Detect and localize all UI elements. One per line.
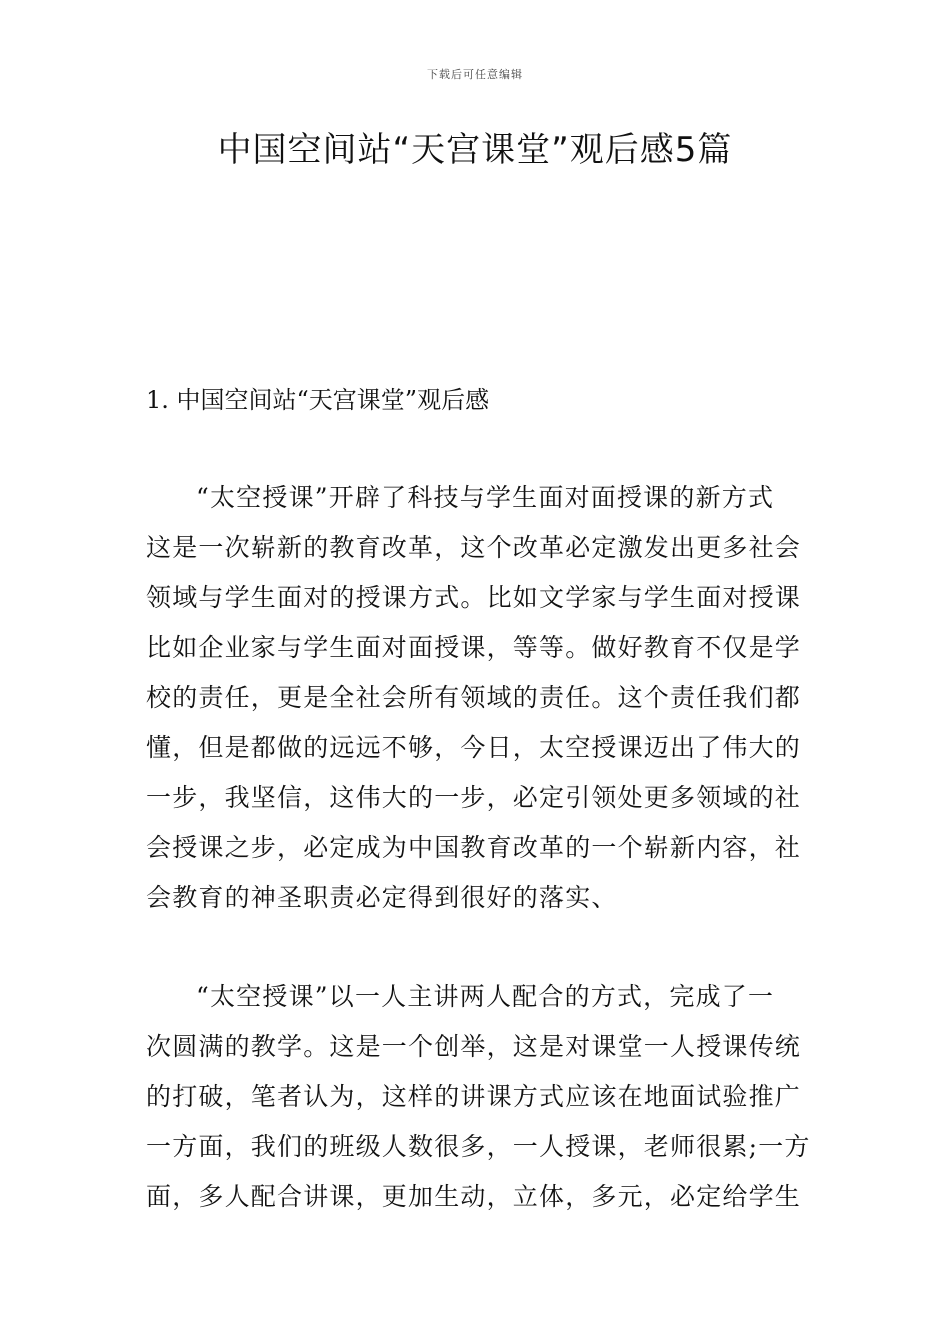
paragraph-line: 的打破，笔者认为，这样的讲课方式应该在地面试验推广 xyxy=(146,1082,802,1111)
paragraph-line: 一方面，我们的班级人数很多，一人授课，老师很累;一方 xyxy=(146,1132,811,1161)
paragraph-line: 次圆满的教学。这是一个创举，这是对课堂一人授课传统 xyxy=(146,1032,802,1061)
paragraph-line: 面，多人配合讲课，更加生动，立体，多元，必定给学生 xyxy=(146,1182,802,1211)
header-note: 下载后可任意编辑 xyxy=(427,68,523,81)
paragraph-line: 懂，但是都做的远远不够，今日，太空授课迈出了伟大的 xyxy=(146,733,802,762)
paragraph-line: 一步，我坚信，这伟大的一步，必定引领处更多领域的社 xyxy=(146,783,802,812)
paragraph-line: 领域与学生面对的授课方式。比如文学家与学生面对授课 xyxy=(146,583,802,612)
paragraph-line: 这是一次崭新的教育改革，这个改革必定激发出更多社会 xyxy=(146,533,802,562)
paragraph-line: 校的责任，更是全社会所有领域的责任。这个责任我们都 xyxy=(146,683,802,712)
section-heading: 1. 中国空间站“天宫课堂”观后感 xyxy=(146,386,490,414)
body-paragraph xyxy=(146,972,811,1222)
paragraph-line: “太空授课”以一人主讲两人配合的方式，完成了一 xyxy=(196,982,775,1011)
paragraph-line: 比如企业家与学生面对面授课，等等。做好教育不仅是学 xyxy=(146,633,802,662)
paragraph-line: 会授课之步，必定成为中国教育改革的一个崭新内容，社 xyxy=(146,833,802,862)
paragraph-line: “太空授课”开辟了科技与学生面对面授课的新方式 xyxy=(196,483,775,512)
paragraph-line: 会教育的神圣职责必定得到很好的落实、 xyxy=(146,883,618,912)
document-title: 中国空间站“天宫课堂”观后感5篇 xyxy=(217,130,733,170)
body-paragraph xyxy=(146,473,806,923)
